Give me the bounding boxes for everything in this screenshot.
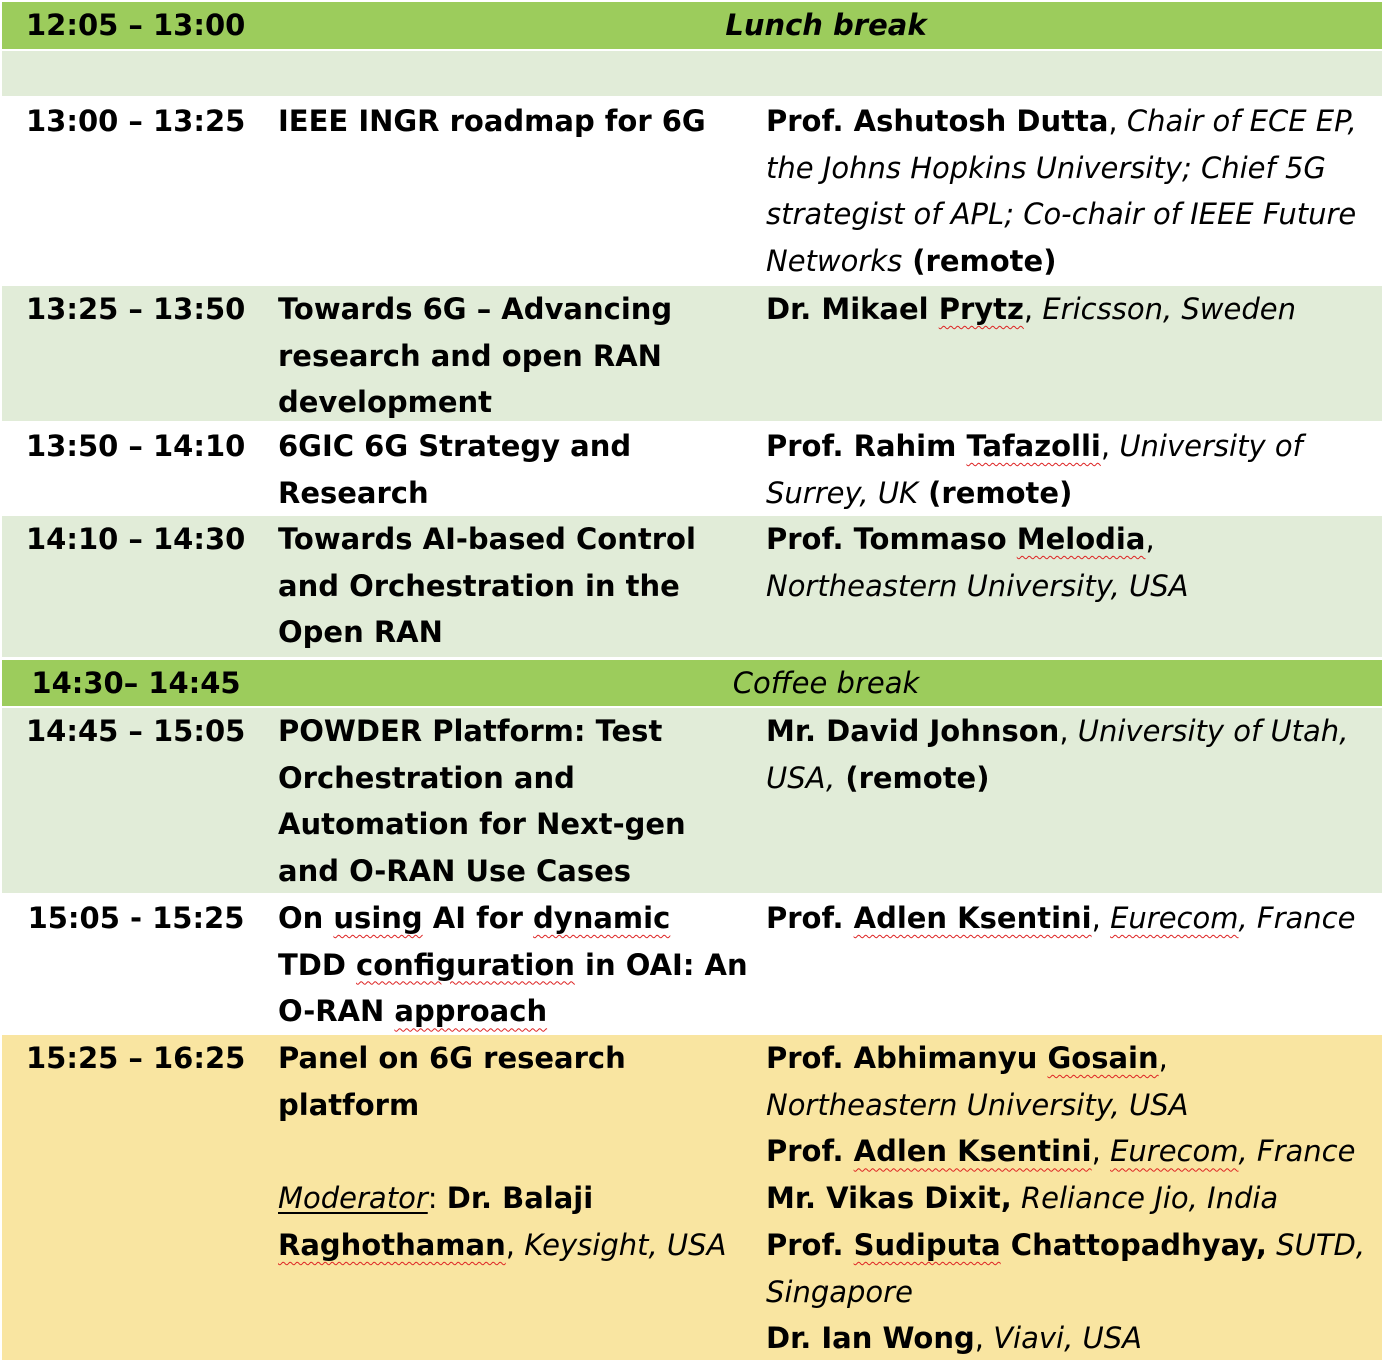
- speaker-affiliation: Northeastern University, USA: [766, 568, 1189, 603]
- panelist: Dr. Ian Wong, Viavi, USA: [766, 1321, 1142, 1356]
- panelist: Prof. Adlen Ksentini, Eurecom, France: [766, 1134, 1356, 1169]
- moderator-name: Dr. Balaji Raghothaman: [278, 1181, 594, 1262]
- panelist: Prof. Abhimanyu Gosain, Northeastern University, USA: [766, 1041, 1189, 1122]
- talk-title: Towards 6G – Advancing research and open RAN development: [278, 292, 673, 420]
- speaker-cell: [766, 423, 1376, 516]
- speaker-cell: [766, 895, 1376, 942]
- remote-note: (remote): [835, 760, 990, 795]
- remote-note: (remote): [902, 244, 1057, 279]
- panelist: Mr. Vikas Dixit, Reliance Jio, India: [766, 1181, 1279, 1216]
- speaker-affiliation: Chair of ECE EP, the Johns Hopkins University; Chief 5G strategist of APL; Co-chair of IEEE Future Networks: [766, 104, 1357, 279]
- session-row: [2, 286, 1382, 421]
- talk-title: POWDER Platform: Test Orchestration and Automation for Next-gen and O-RAN Use Cases: [278, 714, 686, 889]
- time-cell: 15:05 - 15:25: [27, 901, 245, 935]
- separator: ,: [1145, 522, 1155, 556]
- speaker-cell: [766, 708, 1376, 801]
- lunch-break-row: [2, 2, 1382, 49]
- panel-title-cell: [278, 1035, 748, 1269]
- panelist-affiliation: Eurecom, France: [1110, 1134, 1356, 1169]
- panelist-affiliation: Reliance Jio, India: [1020, 1181, 1279, 1216]
- speaker-name: Prof. Adlen Ksentini: [766, 901, 1092, 935]
- moderator-label: Moderator: [278, 1181, 428, 1216]
- moderator: Moderator: Dr. Balaji Raghothaman, Keysight, USA: [278, 1181, 727, 1262]
- speaker-affiliation: University of Utah, USA,: [766, 714, 1349, 795]
- spacer-row: [2, 51, 1382, 96]
- moderator-affiliation: Keysight, USA: [524, 1227, 727, 1262]
- panelist-affiliation: SUTD, Singapore: [766, 1227, 1366, 1309]
- speaker-name: Mr. David Johnson: [766, 714, 1060, 748]
- panel-row: [2, 1035, 1382, 1360]
- time-cell: 13:00 – 13:25: [26, 104, 246, 138]
- panelist: Prof. Sudiputa Chattopadhyay, SUTD, Singapore: [766, 1227, 1366, 1309]
- time-cell: 13:25 – 13:50: [26, 292, 246, 326]
- session-row: [2, 516, 1382, 657]
- time-cell: 15:25 – 16:25: [26, 1041, 246, 1075]
- remote-note: (remote): [918, 475, 1073, 510]
- time-cell: 14:30– 14:45: [31, 666, 241, 700]
- separator: ,: [1091, 901, 1111, 935]
- speaker-cell: [766, 516, 1376, 609]
- panelist-affiliation: Viavi, USA: [993, 1321, 1142, 1356]
- panelist-affiliation: Northeastern University, USA: [766, 1087, 1189, 1122]
- talk-title: 6GIC 6G Strategy and Research: [278, 429, 632, 510]
- session-row: [2, 895, 1382, 1033]
- separator: ,: [1059, 714, 1078, 748]
- separator: ,: [1023, 292, 1043, 326]
- speaker-cell: [766, 286, 1376, 333]
- session-row: [2, 708, 1382, 893]
- separator: ,: [1100, 429, 1120, 463]
- speaker-name: Prof. Tommaso Melodia: [766, 522, 1146, 556]
- speaker-affiliation: Eurecom, France: [1110, 901, 1356, 935]
- coffee-break-row: [2, 660, 1382, 706]
- talk-title: IEEE INGR roadmap for 6G: [278, 104, 706, 138]
- time-cell: 12:05 – 13:00: [26, 8, 246, 42]
- talk-title: Towards AI-based Control and Orchestration in the Open RAN: [278, 522, 696, 650]
- time-cell: 14:45 – 15:05: [26, 714, 246, 748]
- talk-title: Panel on 6G research platform: [278, 1041, 626, 1122]
- speaker-affiliation: Ericsson, Sweden: [1042, 292, 1296, 326]
- break-label: Coffee break: [732, 666, 920, 700]
- panelist-list: [766, 1035, 1376, 1362]
- speaker-cell: [766, 98, 1376, 285]
- session-row: [2, 423, 1382, 514]
- time-cell: 14:10 – 14:30: [26, 522, 246, 556]
- separator: ,: [1108, 104, 1127, 138]
- session-row: [2, 98, 1382, 284]
- speaker-name: Prof. Ashutosh Dutta: [766, 104, 1109, 138]
- speaker-name: Prof. Rahim Tafazolli: [766, 429, 1101, 463]
- break-label: Lunch break: [725, 8, 927, 42]
- speaker-affiliation: University of Surrey, UK: [766, 429, 1303, 510]
- speaker-name: Dr. Mikael Prytz: [766, 292, 1024, 326]
- talk-title: On using AI for dynamic TDD configuration in OAI: An O-RAN approach: [278, 901, 748, 1029]
- time-cell: 13:50 – 14:10: [26, 429, 246, 463]
